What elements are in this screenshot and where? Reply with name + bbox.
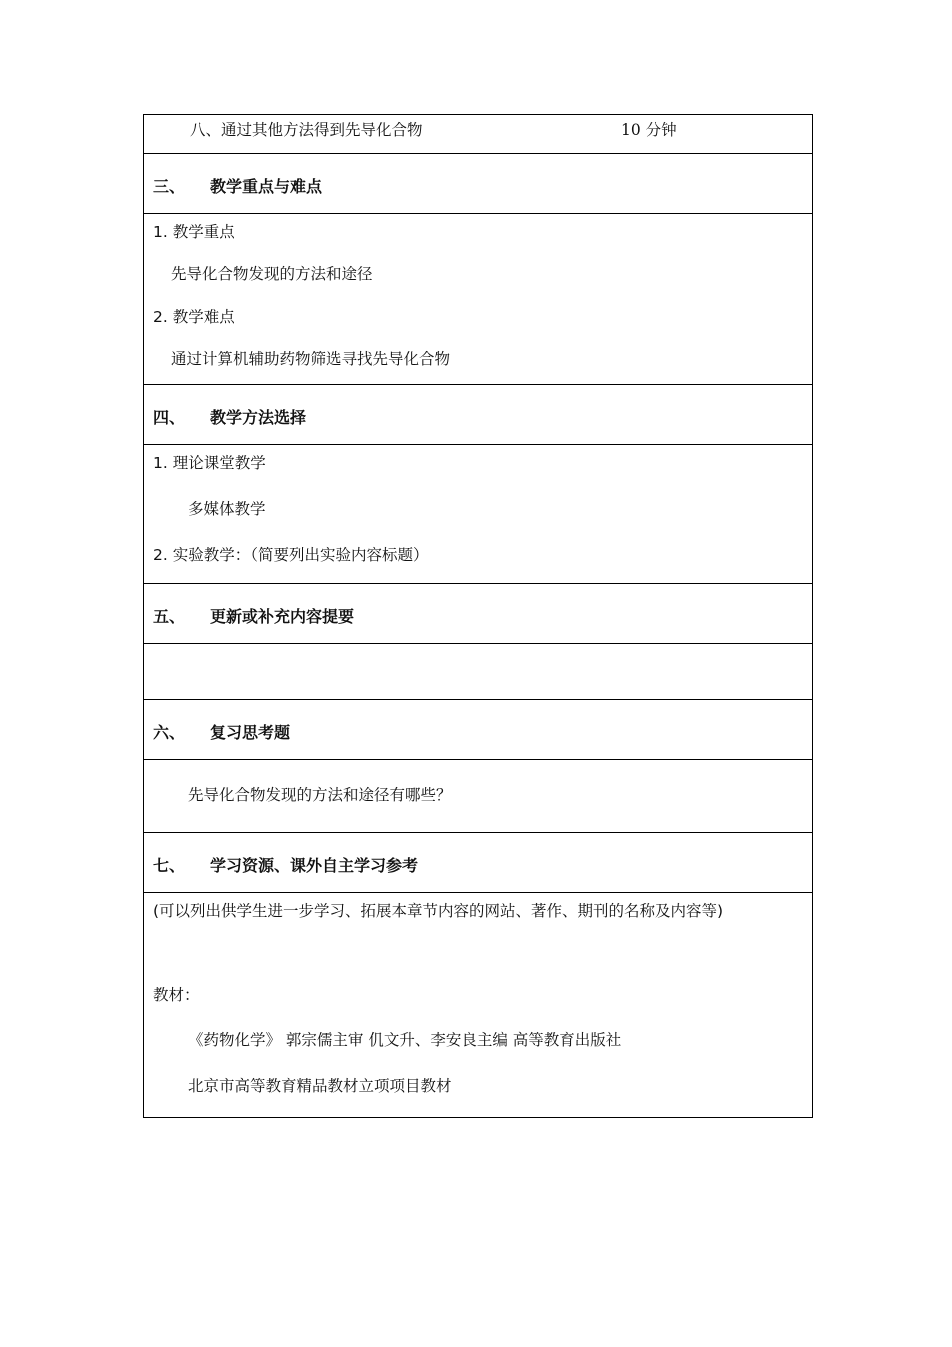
review-question: 先导化合物发现的方法和途径有哪些？ (188, 786, 452, 804)
section-title: 复习思考题 (210, 723, 291, 742)
schedule-row (143, 114, 813, 154)
schedule-time: 10 分钟 (621, 121, 677, 139)
section-heading-5 (143, 584, 813, 644)
syllabus-table (143, 114, 813, 1118)
section-body-4 (143, 445, 813, 584)
section-body-3 (143, 214, 813, 385)
theory-method-text: 多媒体教学 (188, 500, 266, 518)
textbook-entry: 《药物化学》 郭宗儒主审 仉文升、李安良主编 高等教育出版社 (188, 1031, 622, 1049)
section-title: 教学重点与难点 (210, 177, 323, 196)
key-points-text: 先导化合物发现的方法和途径 (171, 265, 373, 283)
subheading-experiment: 2. 实验教学：（简要列出实验内容标题） (153, 546, 429, 564)
section-heading-4 (143, 385, 813, 445)
section-body-6 (143, 760, 813, 833)
resources-note: (可以列出供学生进一步学习、拓展本章节内容的网站、著作、期刊的名称及内容等) (153, 902, 724, 920)
section-title: 教学方法选择 (210, 408, 307, 427)
section-heading-6 (143, 700, 813, 760)
section-body-7 (143, 893, 813, 1118)
section-number: 七、 (153, 856, 186, 875)
section-title: 学习资源、课外自主学习参考 (210, 856, 419, 875)
section-title: 更新或补充内容提要 (210, 607, 355, 626)
section-number: 三、 (153, 177, 186, 196)
section-number: 四、 (153, 408, 186, 427)
schedule-item: 八、通过其他方法得到先导化合物 (190, 121, 423, 139)
subheading-theory: 1. 理论课堂教学 (153, 454, 266, 472)
section-heading-7 (143, 833, 813, 893)
textbook-project: 北京市高等教育精品教材立项项目教材 (188, 1077, 452, 1095)
section-body-5-empty (143, 644, 813, 700)
section-number: 六、 (153, 723, 186, 742)
subheading-difficulties: 2. 教学难点 (153, 308, 235, 326)
difficulties-text: 通过计算机辅助药物筛选寻找先导化合物 (171, 350, 451, 368)
section-number: 五、 (153, 607, 186, 626)
subheading-key-points: 1. 教学重点 (153, 223, 235, 241)
section-heading-3 (143, 154, 813, 214)
textbook-label: 教材： (153, 986, 200, 1004)
